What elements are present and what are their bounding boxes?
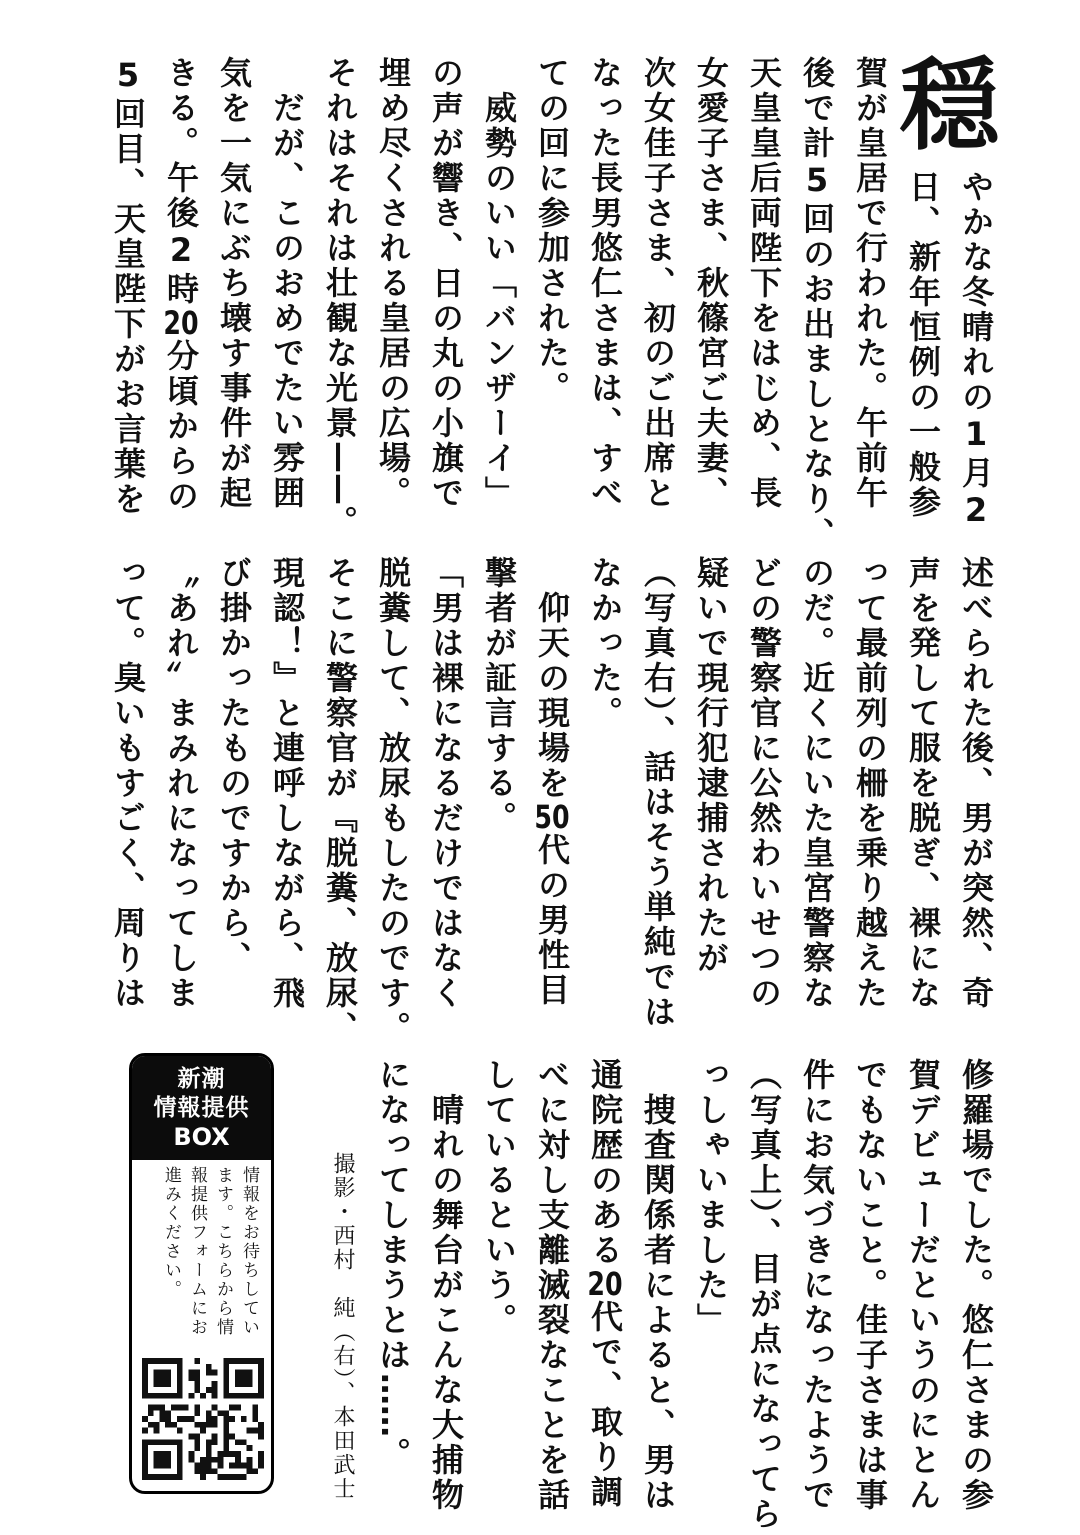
text-column: 撃者が証言する。: [480, 556, 518, 836]
text-column: 〝あれ〟まみれになってしま: [162, 556, 200, 1011]
article-band-3: [318, 1058, 1002, 1532]
text-column: だが、このおめでたい雰囲: [268, 56, 306, 511]
text-column: やかな冬晴れの1月2: [957, 170, 995, 532]
text-column: 通院歴のある20代で、取り調: [586, 1058, 624, 1510]
text-column: 脱糞して、放尿もしたのです。: [374, 556, 412, 1046]
text-column: 現認！』と連呼しながら、飛: [268, 556, 306, 1011]
text-column: ます。こちらから情: [213, 1166, 233, 1337]
text-column: （写真右）、話はそう単純では: [639, 556, 677, 1030]
info-box: [129, 1053, 274, 1494]
text-column: 仰天の現場を50代の男性目: [533, 556, 571, 1008]
text-column: 「男は裸になるだけではなく: [427, 556, 465, 1011]
text-column: 修羅場でした。悠仁さまの参: [957, 1058, 995, 1513]
text-column: 5回目、天皇陛下がお言葉を: [109, 56, 147, 517]
text-column: って最前列の柵を乗り越えた: [851, 556, 889, 1011]
text-column: 賀デビューだというのにとん: [904, 1058, 942, 1513]
text-column: っしゃいました」: [692, 1058, 730, 1338]
text-column: のだ。近くにいた皇宮警察な: [798, 556, 836, 1011]
text-column: 声を発して服を脱ぎ、裸にな: [904, 556, 942, 1011]
text-column: になってしまうとは……。: [374, 1058, 412, 1472]
info-box-header-line-1: 新潮: [177, 1066, 226, 1092]
text-column: それはそれは壮観な光景——。: [321, 56, 359, 540]
info-box-body: [158, 1166, 262, 1361]
text-column: 賀が皇居で行われた。午前午: [851, 56, 889, 511]
text-column: 次女佳子さま、初のご出席と: [639, 56, 677, 511]
info-box-header-line-3: BOX: [173, 1123, 230, 1151]
info-box-header-line-2: 情報提供: [153, 1095, 250, 1121]
text-column: なかった。: [586, 556, 624, 731]
drop-cap: 穏: [900, 47, 1000, 164]
text-column: しているという。: [480, 1058, 518, 1338]
text-column: （写真上）、目が点になってら: [745, 1058, 783, 1532]
text-column: 捜査関係者によると、男は: [639, 1058, 677, 1513]
text-column: 後で計5回のお出ましとなり、: [798, 56, 836, 552]
text-column: 女愛子さま、秋篠宮ご夫妻、: [692, 56, 730, 511]
text-column: べに対し支離滅裂なことを話: [533, 1058, 571, 1513]
text-column: どの警察官に公然わいせつの: [745, 556, 783, 1011]
text-column: 撮影・西村 純（右）、本田武士: [330, 1152, 355, 1501]
text-column: 晴れの舞台がこんな大捕物: [427, 1058, 465, 1513]
text-column: 述べられた後、男が突然、奇: [957, 556, 995, 1011]
text-column: の声が響き、日の丸の小旗で: [427, 56, 465, 511]
text-column: ての回に参加された。: [533, 56, 571, 406]
text-column: 埋め尽くされる皇居の広場。: [374, 56, 412, 511]
qr-code-icon: [142, 1358, 264, 1480]
article-band-1: [101, 47, 1002, 552]
info-box-header: [132, 1056, 271, 1160]
text-column: なった長男悠仁さまは、すべ: [586, 56, 624, 511]
text-column: 進みください。: [161, 1166, 181, 1299]
text-column: 気を一気にぶち壊す事件が起: [215, 56, 253, 511]
text-column: 報提供フォームにお: [187, 1166, 207, 1337]
text-column: 威勢のいい「バンザーイ」: [480, 56, 518, 511]
text-column: び掛かったものですから、: [215, 556, 253, 976]
article-band-2: [101, 556, 1002, 1046]
text-column: って。臭いもすごく、周りは: [109, 556, 147, 1011]
text-column: きる。午後2時20分頃からの: [162, 56, 200, 514]
text-column: でもないこと。佳子さまは事: [851, 1058, 889, 1513]
text-column: 日、新年恒例の一般参: [904, 170, 942, 520]
text-column: 情報をお待ちしてい: [239, 1166, 259, 1337]
text-column: 天皇皇后両陛下をはじめ、長: [745, 56, 783, 511]
text-column: 件にお気づきになったようで: [798, 1058, 836, 1513]
text-column: そこに警察官が『脱糞、放尿、: [321, 556, 359, 1046]
text-column: 疑いで現行犯逮捕されたが: [692, 556, 730, 976]
